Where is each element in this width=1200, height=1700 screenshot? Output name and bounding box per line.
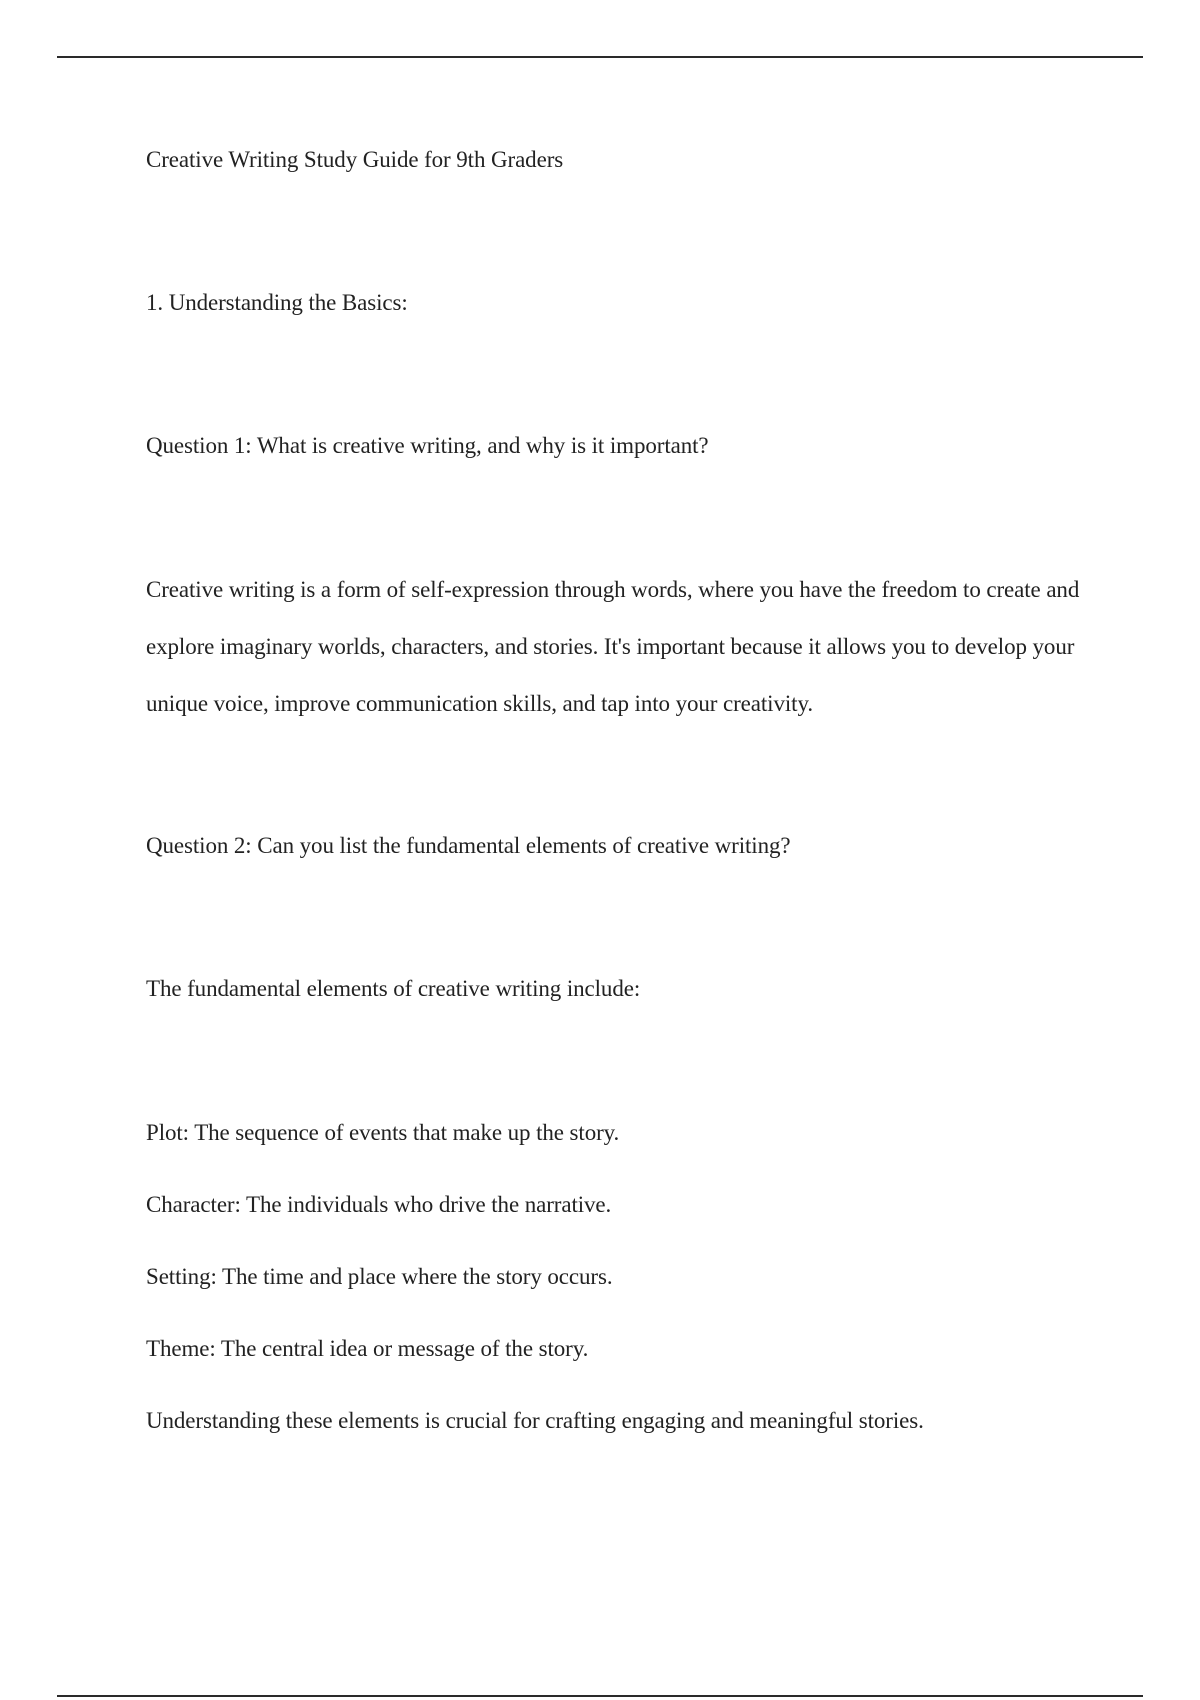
bottom-rule [57,1695,1143,1697]
question-1: Question 1: What is creative writing, and why is it important? [146,433,709,458]
list-item-character: Character: The individuals who drive the narrative. [146,1192,612,1217]
top-rule [57,56,1143,58]
document-title: Creative Writing Study Guide for 9th Graders [146,147,564,172]
list-item-setting: Setting: The time and place where the story occurs. [146,1264,613,1289]
section-heading: 1. Understanding the Basics: [146,290,408,315]
list-item-plot: Plot: The sequence of events that make up the story. [146,1120,620,1145]
answer-1: Creative writing is a form of self-expression through words, where you have the freedom to create and explore imaginary worlds, characters, and stories. It's important because it allows you to develop your unique voice, improve communication skills, and tap into your creativity. [146,577,1080,716]
answer-2-intro: The fundamental elements of creative writing include: [146,976,641,1001]
list-item-theme: Theme: The central idea or message of the story. [146,1336,589,1361]
question-2: Question 2: Can you list the fundamental elements of creative writing? [146,833,791,858]
conclusion: Understanding these elements is crucial for crafting engaging and meaningful stories. [146,1408,924,1433]
